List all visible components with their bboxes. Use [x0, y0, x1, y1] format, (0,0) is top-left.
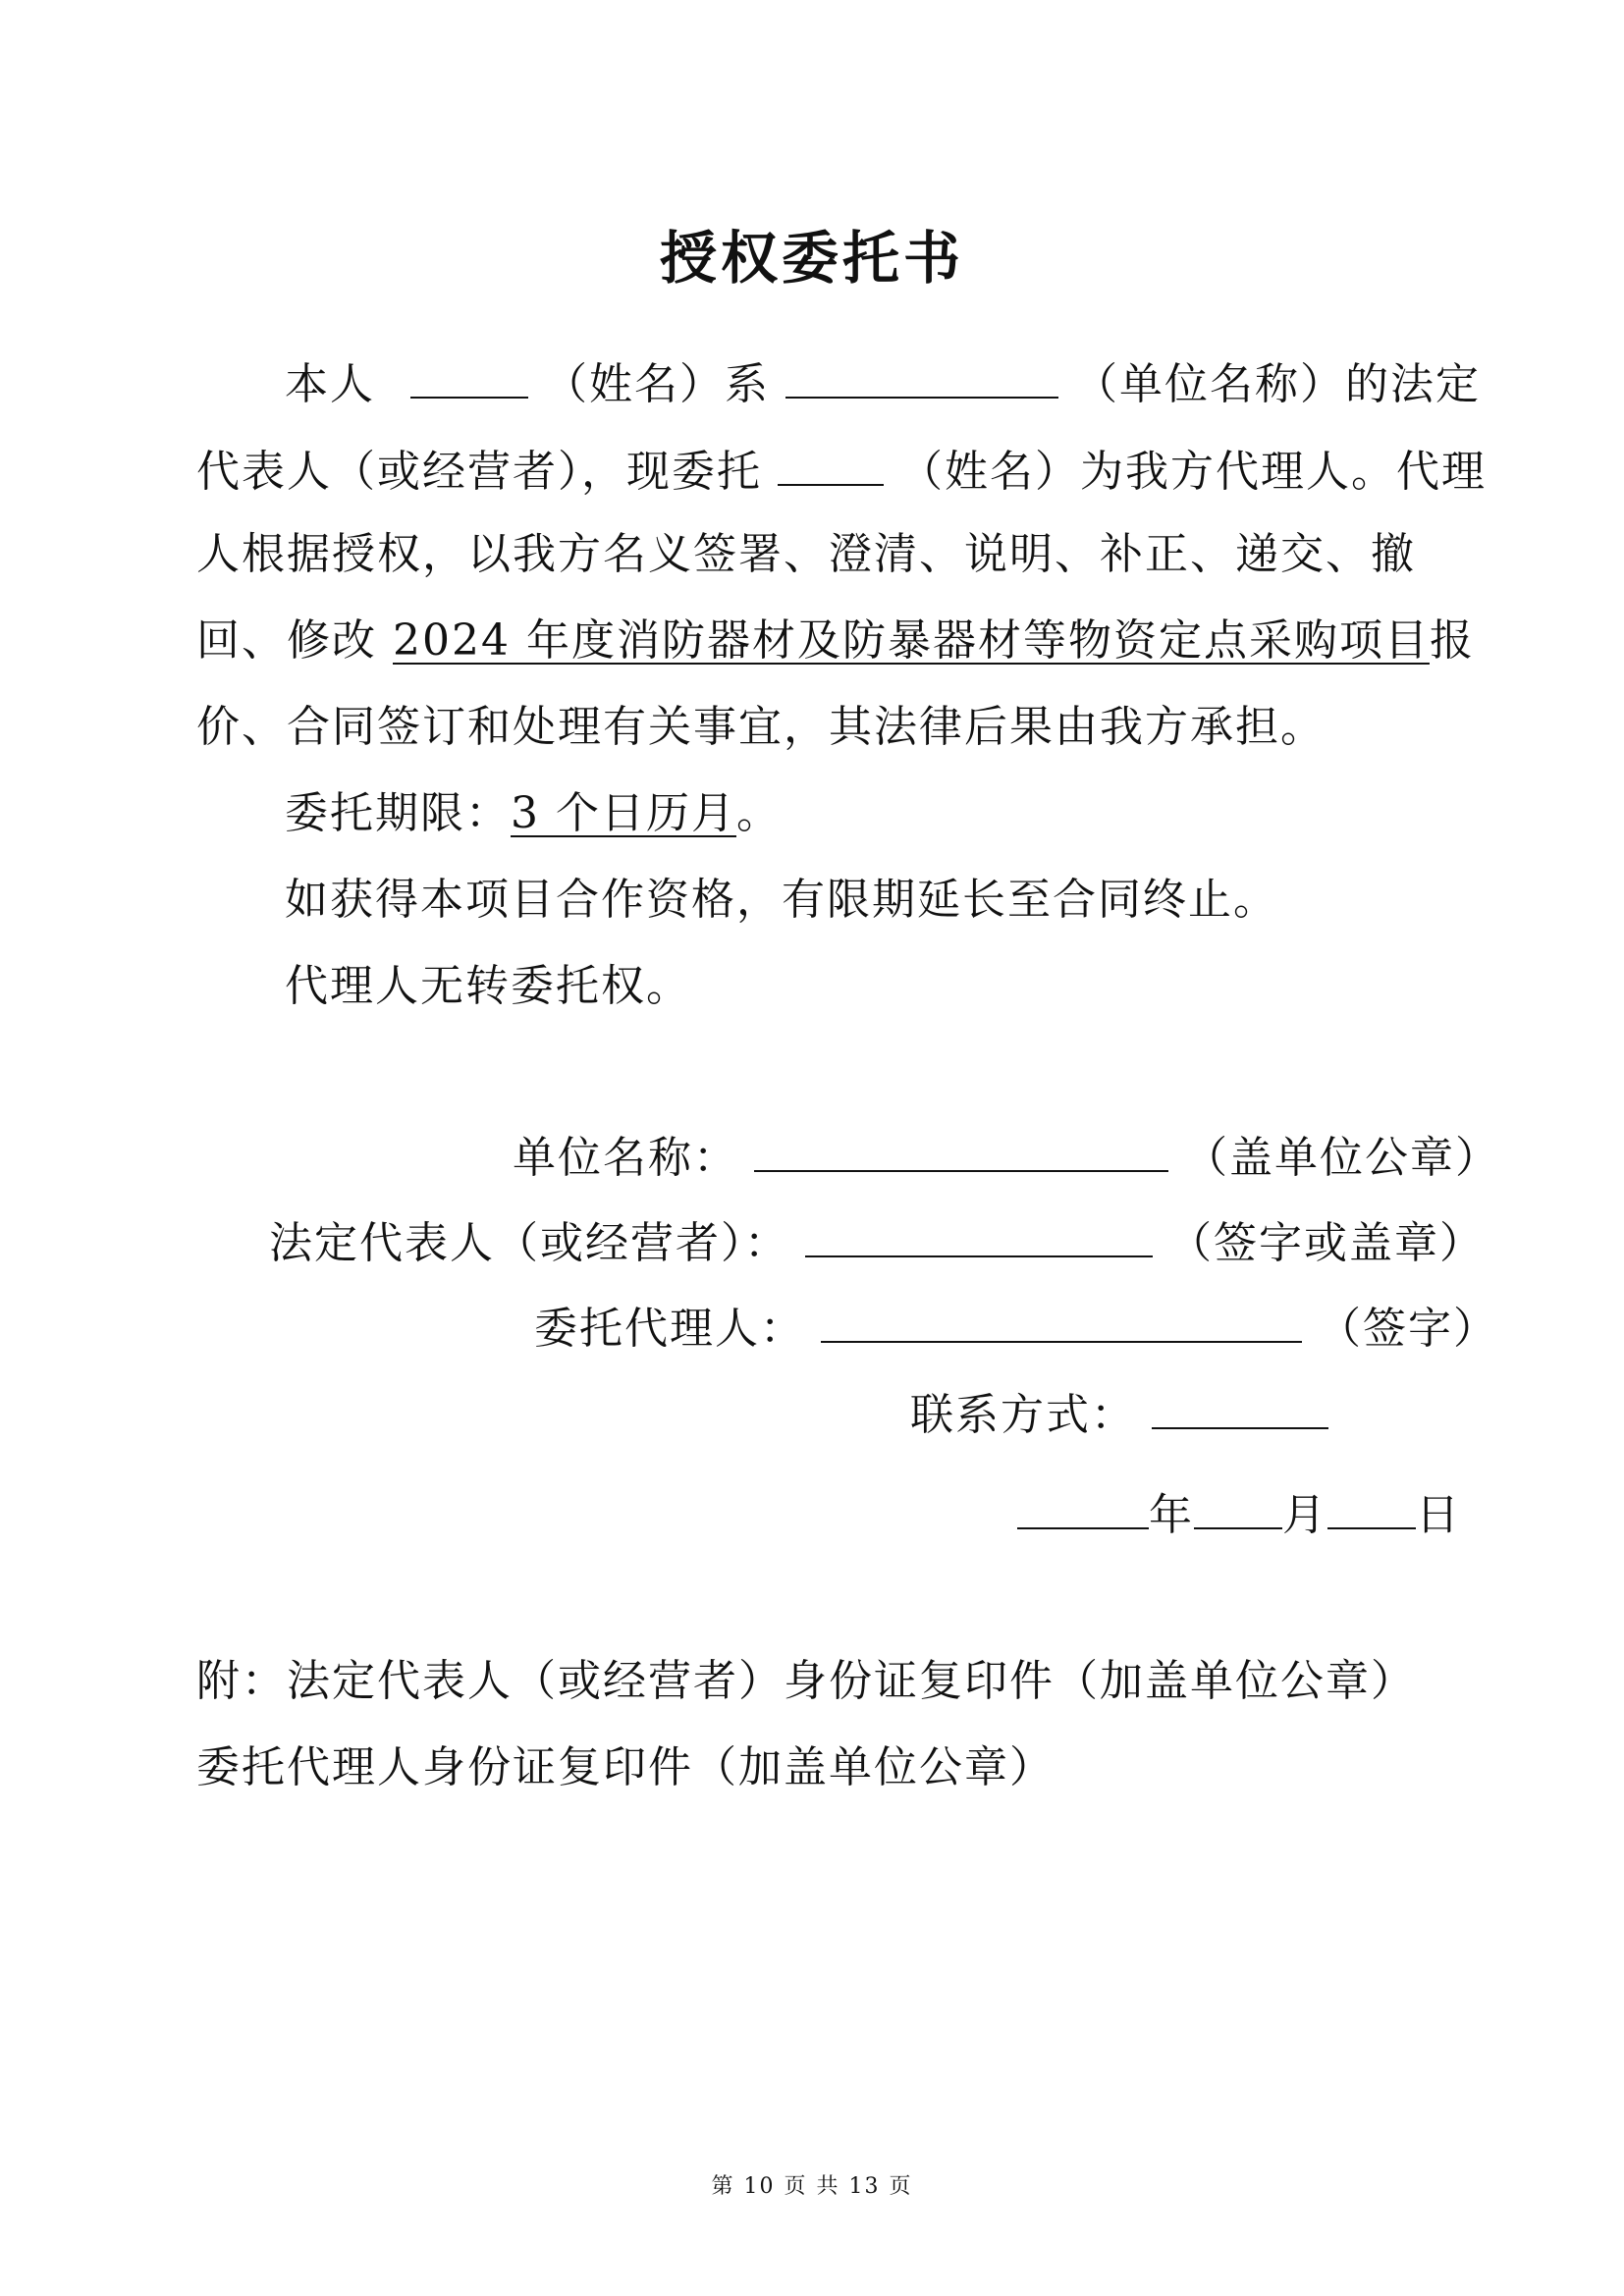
legal-rep-row: [269, 1210, 1485, 1273]
quote-text: 报: [1429, 615, 1475, 666]
body-line-2: [196, 439, 1487, 502]
contact-row: [910, 1382, 1328, 1445]
agent-label: 委托代理人：: [534, 1304, 805, 1354]
contact-blank: [1152, 1382, 1328, 1429]
body-line-1: [285, 351, 1481, 414]
term-line: [285, 784, 782, 843]
page-prefix: 第: [711, 2174, 735, 2199]
contact-label: 联系方式：: [910, 1390, 1136, 1440]
legal-rep-label: 法定代表人（或经营者）：: [269, 1218, 789, 1268]
page-number: 10: [743, 2174, 776, 2199]
unit-signature-note: （盖单位公章）: [1184, 1133, 1500, 1183]
unit-name-blank: [785, 351, 1058, 399]
agent-hint: （姓名）为我方代理人。代理: [899, 447, 1487, 497]
month-blank: [1194, 1482, 1282, 1529]
date-row: [1017, 1482, 1461, 1545]
agent-note: （签字）: [1318, 1304, 1498, 1354]
page-total: 13: [848, 2174, 881, 2199]
day-label: 日: [1416, 1490, 1461, 1540]
legal-rep-note: （签字或盖章）: [1168, 1218, 1485, 1268]
page-footer: [0, 2172, 1624, 2202]
term-label: 委托期限：: [285, 788, 511, 838]
unit-signature-label: 单位名称：: [513, 1133, 738, 1183]
no-transfer-line: 代理人无转委托权。: [285, 961, 691, 1011]
body-line-4: [196, 612, 1475, 670]
representative-text: 代表人（或经营者），现委托: [196, 447, 762, 497]
principal-name-blank: [410, 351, 528, 399]
attachment-line-1: 附：法定代表人（或经营者）身份证复印件（加盖单位公章）: [196, 1656, 1416, 1706]
year-blank: [1017, 1482, 1149, 1529]
month-label: 月: [1282, 1490, 1327, 1540]
project-name: 2024 年度消防器材及防暴器材等物资定点采购项目: [393, 615, 1430, 666]
page-suffix: 页: [889, 2174, 913, 2199]
self-label: 本人: [285, 359, 375, 409]
extension-line: 如获得本项目合作资格，有限期延长至合同终止。: [285, 875, 1278, 925]
agent-row: [534, 1296, 1498, 1359]
unit-hint: （单位名称）的法定: [1074, 359, 1481, 409]
name-hint: （姓名）系: [544, 359, 770, 409]
body-line-3: 人根据授权，以我方名义签署、澄清、说明、补正、递交、撤: [196, 529, 1416, 579]
unit-signature-blank: [754, 1125, 1168, 1172]
term-value: 3 个日历月: [511, 788, 736, 838]
body-line-5: 价、合同签订和处理有关事宜，其法律后果由我方承担。: [196, 702, 1326, 752]
agent-name-blank: [778, 439, 884, 486]
unit-signature-row: [513, 1125, 1500, 1188]
revise-text: 回、修改: [196, 615, 377, 666]
page-title: 授权委托书: [659, 225, 964, 292]
year-label: 年: [1149, 1490, 1194, 1540]
term-end: 。: [735, 788, 782, 838]
attachment-line-2: 委托代理人身份证复印件（加盖单位公章）: [196, 1742, 1055, 1792]
page-mid: 页 共: [784, 2174, 840, 2199]
day-blank: [1327, 1482, 1416, 1529]
agent-blank: [821, 1296, 1302, 1343]
legal-rep-blank: [805, 1210, 1153, 1257]
